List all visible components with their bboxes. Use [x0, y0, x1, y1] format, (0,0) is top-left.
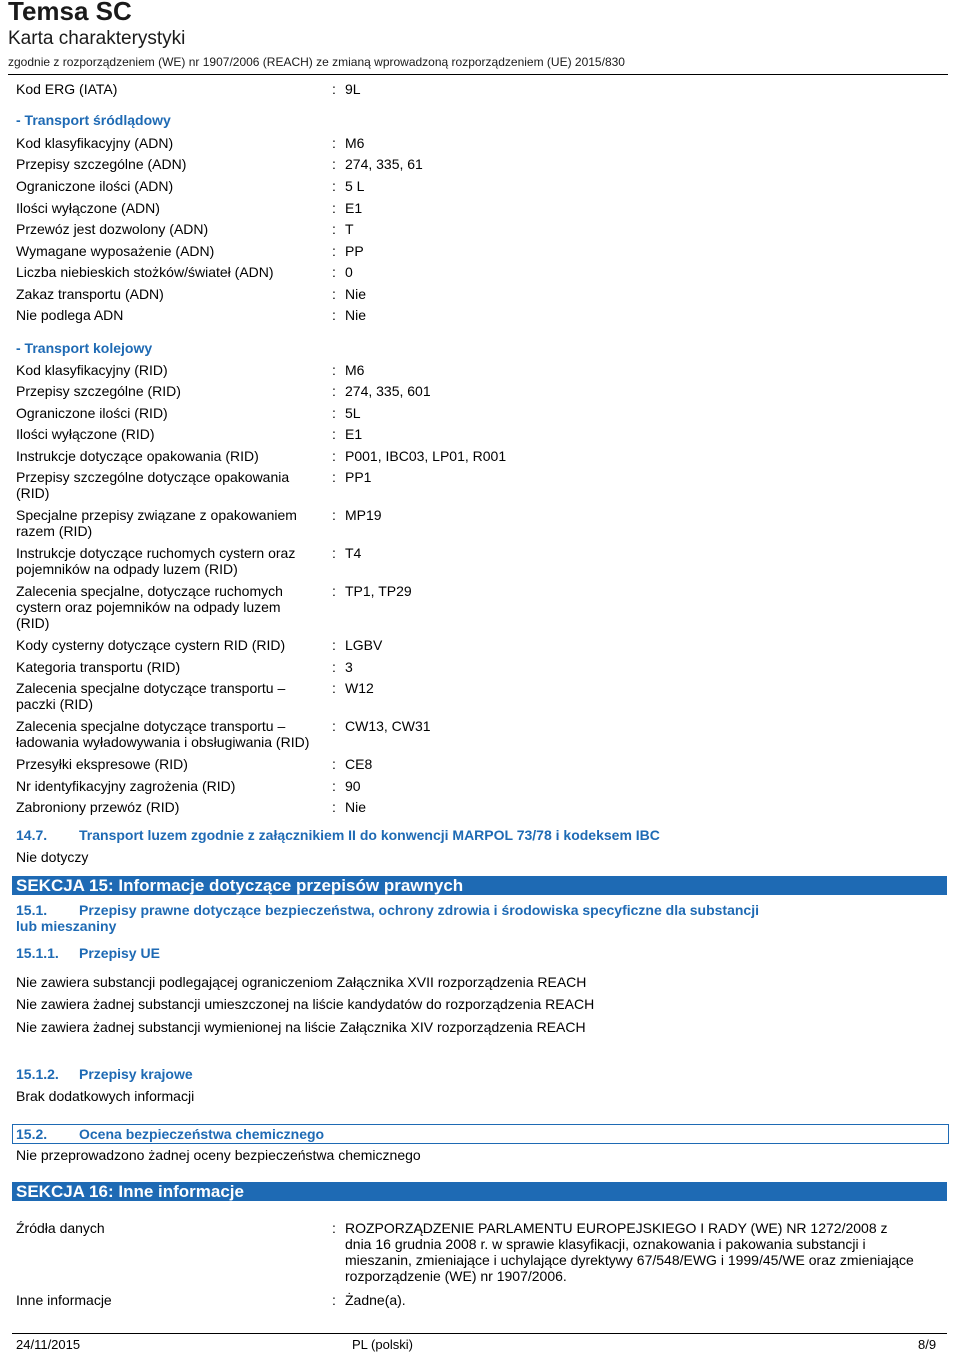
field-colon: :: [332, 659, 336, 675]
sources-row: [16, 1220, 936, 1286]
subsection-title: Transport luzem zgodnie z załącznikiem II do konwencji MARPOL 73/78 i kodeksem IBC: [79, 827, 660, 843]
field-label: Przepisy szczególne dotyczące opakowania (RID): [16, 469, 290, 501]
field-label: Kod klasyfikacyjny (RID): [16, 362, 168, 378]
field-colon: :: [332, 81, 336, 97]
field-label: Nie podlega ADN: [16, 307, 124, 323]
field-label: Kod ERG (IATA): [16, 81, 118, 97]
field-value: PP: [345, 243, 364, 259]
field-value: CW13, CW31: [345, 718, 431, 734]
field-label: Zakaz transportu (ADN): [16, 286, 164, 302]
subsection-number: 15.2.: [16, 1126, 48, 1142]
field-value: Nie: [345, 307, 367, 323]
field-label: Ograniczone ilości (RID): [16, 405, 168, 421]
field-colon: :: [332, 200, 336, 216]
field-colon: :: [332, 307, 336, 323]
section-16-banner: [12, 1182, 947, 1201]
field-colon: :: [332, 426, 336, 442]
subsection-15-1-heading-cont: lub mieszaniny: [16, 918, 117, 934]
field-label: Wymagane wyposażenie (ADN): [16, 243, 215, 259]
field-value: 0: [345, 264, 353, 280]
eu-regulation-line: Nie zawiera żadnej substancji umieszczonej na liście kandydatów do rozporządzenia REACH: [16, 996, 595, 1012]
field-value: 3: [345, 659, 353, 675]
field-label: Inne informacje: [16, 1292, 112, 1308]
section-15-title: SEKCJA 15: Informacje dotyczące przepisów prawnych: [16, 876, 464, 895]
field-colon: :: [332, 156, 336, 172]
field-value: T: [345, 221, 354, 237]
national-regulations-text: Brak dodatkowych informacji: [16, 1088, 195, 1104]
field-value: 5L: [345, 405, 361, 421]
subsection-number: 15.1.1.: [16, 945, 59, 961]
field-label: Nr identyfikacyjny zagrożenia (RID): [16, 778, 236, 794]
field-value: M6: [345, 362, 365, 378]
field-label: Liczba niebieskich stożków/świateł (ADN): [16, 264, 274, 280]
subsection-15-2-heading: [12, 1124, 949, 1144]
company-name: Temsa SC: [8, 0, 132, 26]
field-value: PP1: [345, 469, 372, 485]
field-value: LGBV: [345, 637, 383, 653]
field-colon: :: [332, 405, 336, 421]
field-label: Ilości wyłączone (ADN): [16, 200, 160, 216]
field-colon: :: [332, 1292, 336, 1308]
field-value: 5 L: [345, 178, 365, 194]
subsection-14-7-text: Nie dotyczy: [16, 849, 89, 865]
field-colon: :: [332, 778, 336, 794]
field-colon: :: [332, 448, 336, 464]
field-colon: :: [332, 135, 336, 151]
field-value: 90: [345, 778, 361, 794]
subsection-number: 15.1.2.: [16, 1066, 59, 1082]
field-colon: :: [332, 286, 336, 302]
regulation-reference: zgodnie z rozporządzeniem (WE) nr 1907/2006 (REACH) ze zmianą wprowadzoną rozporządzeniem (UE) 2015/830: [8, 55, 625, 69]
field-label: Kategoria transportu (RID): [16, 659, 181, 675]
chemical-safety-text: Nie przeprowadzono żadnej oceny bezpieczeństwa chemicznego: [16, 1147, 421, 1163]
field-value: T4: [345, 545, 362, 561]
header-divider: [8, 74, 948, 75]
field-value: 274, 335, 61: [345, 156, 423, 172]
field-colon: :: [332, 637, 336, 653]
field-colon: :: [332, 469, 336, 485]
field-value: TP1, TP29: [345, 583, 412, 599]
field-label: Zalecenia specjalne dotyczące transportu – ładowania wyładowywania i obsługiwania (RID): [16, 718, 310, 750]
subsection-title: Ocena bezpieczeństwa chemicznego: [79, 1126, 325, 1142]
field-colon: :: [332, 264, 336, 280]
field-colon: :: [332, 362, 336, 378]
eu-regulation-line: Nie zawiera substancji podlegającej ograniczeniom Załącznika XVII rozporządzenia REACH: [16, 974, 587, 990]
field-colon: :: [332, 545, 336, 561]
field-label: Specjalne przepisy związane z opakowaniem razem (RID): [16, 507, 297, 539]
field-label: Zalecenia specjalne dotyczące transportu – paczki (RID): [16, 680, 286, 712]
field-colon: :: [332, 583, 336, 599]
field-colon: :: [332, 756, 336, 772]
field-label: Przepisy szczególne (RID): [16, 383, 181, 399]
footer-language: PL (polski): [352, 1337, 413, 1352]
field-label: Ograniczone ilości (ADN): [16, 178, 174, 194]
field-label: Przewóz jest dozwolony (ADN): [16, 221, 209, 237]
footer-page-number: 8/9: [918, 1337, 937, 1352]
eu-regulation-line: Nie zawiera żadnej substancji wymienionej na liście Załącznika XIV rozporządzenia REACH: [16, 1019, 586, 1035]
field-label: Kod klasyfikacyjny (ADN): [16, 135, 174, 151]
subsection-title: Przepisy UE: [79, 945, 160, 961]
section-16-title: SEKCJA 16: Inne informacje: [16, 1182, 244, 1201]
subsection-title: Przepisy krajowe: [79, 1066, 193, 1082]
subsection-number: 14.7.: [16, 827, 48, 843]
section-15-banner: [12, 876, 947, 895]
field-label: Kody cysterny dotyczące cystern RID (RID): [16, 637, 286, 653]
field-label: Przepisy szczególne (ADN): [16, 156, 187, 172]
document-type: Karta charakterystyki: [8, 28, 186, 49]
field-colon: :: [332, 1220, 336, 1236]
subsection-number: 15.1.: [16, 902, 48, 918]
field-value: Nie: [345, 286, 367, 302]
field-value: W12: [345, 680, 374, 696]
field-label: Instrukcje dotyczące ruchomych cystern oraz pojemników na odpady luzem (RID): [16, 545, 296, 577]
field-colon: :: [332, 178, 336, 194]
rid-heading: - Transport kolejowy: [16, 340, 153, 356]
field-label: Ilości wyłączone (RID): [16, 426, 155, 442]
field-colon: :: [332, 383, 336, 399]
field-value: P001, IBC03, LP01, R001: [345, 448, 507, 464]
field-label: Źródła danych: [16, 1220, 105, 1236]
adn-heading: - Transport śródlądowy: [16, 112, 171, 128]
field-colon: :: [332, 718, 336, 734]
field-colon: :: [332, 221, 336, 237]
field-label: Instrukcje dotyczące opakowania (RID): [16, 448, 259, 464]
field-colon: :: [332, 799, 336, 815]
field-colon: :: [332, 507, 336, 523]
field-value: M6: [345, 135, 365, 151]
field-value: CE8: [345, 756, 373, 772]
field-value: E1: [345, 200, 363, 216]
field-value: E1: [345, 426, 363, 442]
field-value: Nie: [345, 799, 367, 815]
field-colon: :: [332, 243, 336, 259]
field-value: MP19: [345, 507, 382, 523]
field-label: Zabroniony przewóz (RID): [16, 799, 180, 815]
field-colon: :: [332, 680, 336, 696]
footer-date: 24/11/2015: [16, 1337, 81, 1352]
subsection-title: Przepisy prawne dotyczące bezpieczeństwa, ochrony zdrowia i środowiska specyficzne dla substancji: [79, 902, 759, 918]
field-value: 9L: [345, 81, 361, 97]
field-label: Przesyłki ekspresowe (RID): [16, 756, 188, 772]
field-value: 274, 335, 601: [345, 383, 431, 399]
field-value: ROZPORZĄDZENIE PARLAMENTU EUROPEJSKIEGO I RADY (WE) NR 1272/2008 z dnia 16 grudnia 2008 r. w sprawie klasyfikacji, oznakowania i pakowania substancji i mieszanin, zmieniające i uchylające dyrektywy 67/548/EWG i 1999/45/WE oraz zmieniające rozporządzenie (WE) nr 1907/2006.: [345, 1220, 914, 1284]
field-value: Żadne(a).: [345, 1292, 406, 1308]
footer-divider: [12, 1333, 947, 1334]
field-label: Zalecenia specjalne, dotyczące ruchomych cystern oraz pojemników na odpady luzem (RID): [16, 583, 283, 631]
